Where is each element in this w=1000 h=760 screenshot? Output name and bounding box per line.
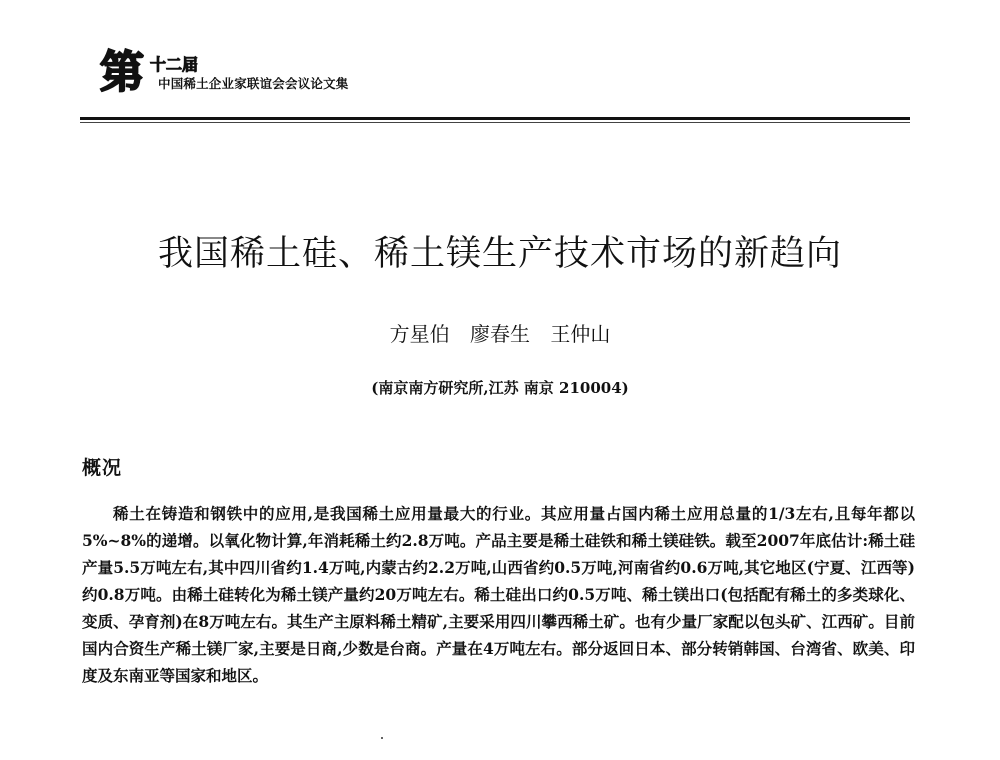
running-header bbox=[100, 48, 920, 120]
proceedings-series-title: 中国稀土企业家联谊会会议论文集 bbox=[158, 76, 349, 91]
author-list bbox=[0, 320, 1000, 348]
author-affiliation: (南京南方研究所,江苏 南京 210004) bbox=[371, 379, 629, 397]
scan-artifact-dot bbox=[381, 737, 383, 739]
body-paragraph: 稀土在铸造和钢铁中的应用,是我国稀土应用量最大的行业。其应用量占国内稀土应用总量的1/3左右,且每年都以5%~8%的递增。以氧化物计算,年消耗稀土约2.8万吨。产品主要是稀土硅铁和稀土镁硅铁。载至2007年底估计:稀土硅产量5.5万吨左右,其中四川省约1.4万吨,内蒙古约2.2万吨,山西省约0.5万吨,河南省约0.6万吨,其它地区(宁夏、江西等)约0.8万吨。由稀土硅转化为稀土镁产量约20万吨左右。稀土硅出口约0.5万吨、稀土镁出口(包括配有稀土的多类球化、变质、孕育剂)在8万吨左右。其生产主原料稀土精矿,主要采用四川攀西稀土矿。也有少量厂家配以包头矿、江西矿。目前国内合资生产稀土镁厂家,主要是日商,少数是台商。产量在4万吨左右。部分返回日本、部分转销韩国、台湾省、欧美、印度及东南亚等国家和地区。 bbox=[82, 504, 915, 685]
conference-edition-label: 十二届 bbox=[150, 55, 199, 74]
header-rule-thin bbox=[80, 122, 910, 123]
conference-logo-glyph: 第 bbox=[100, 47, 144, 98]
author-name: 王仲山 bbox=[550, 322, 611, 346]
header-rule-thick bbox=[80, 117, 910, 120]
section-heading: 概况 bbox=[82, 457, 123, 479]
paper-title: 我国稀土硅、稀土镁生产技术市场的新趋向 bbox=[157, 234, 842, 274]
author-name: 方星伯 bbox=[389, 322, 450, 346]
author-name: 廖春生 bbox=[470, 322, 530, 346]
